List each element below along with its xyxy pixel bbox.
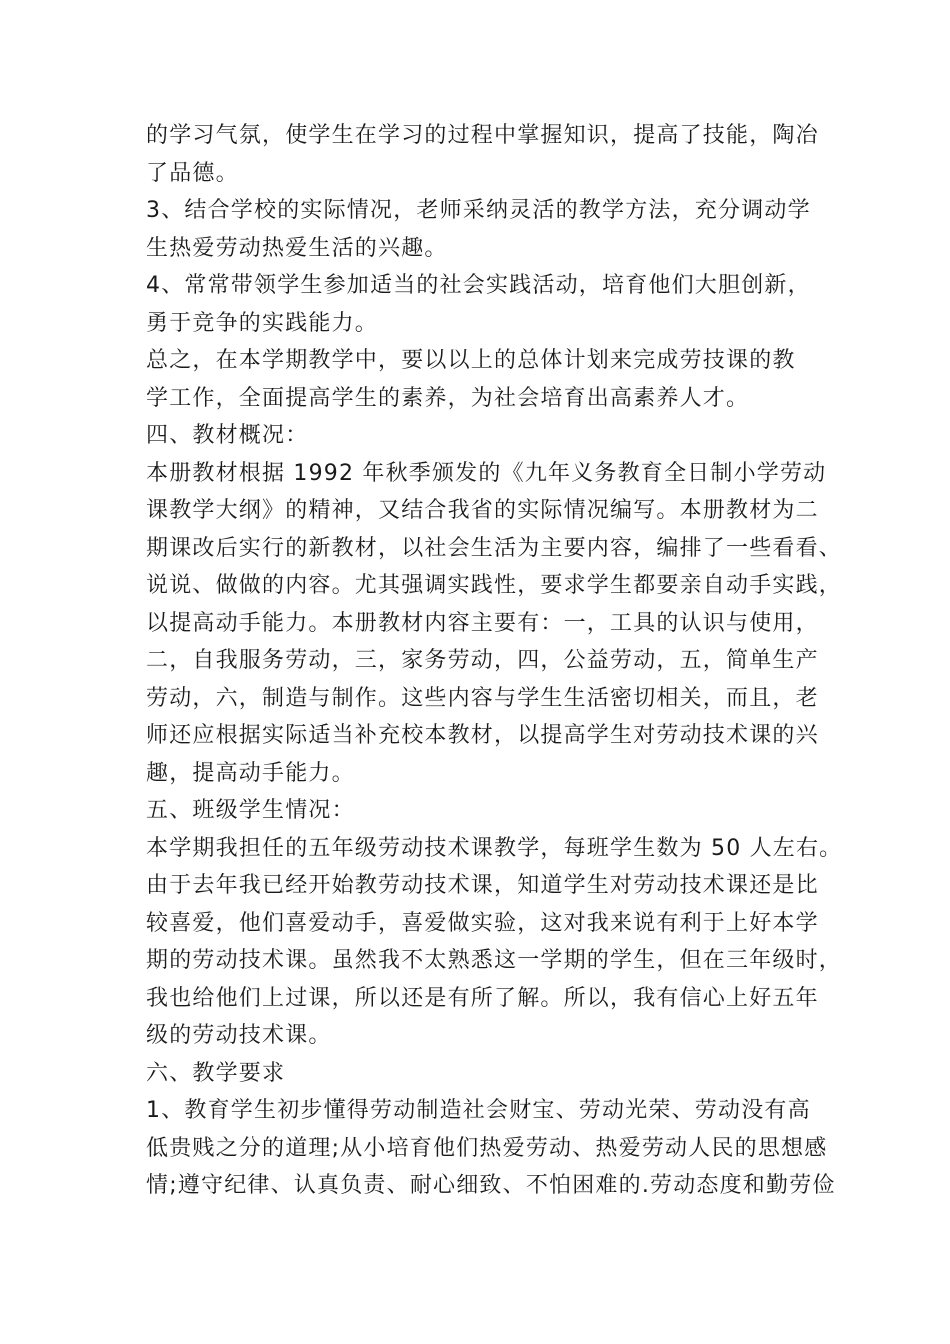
text-line: 较喜爱，他们喜爱动手，喜爱做实验，这对我来说有利于上好本学 — [146, 910, 819, 936]
text-line: 说说、做做的内容。尤其强调实践性，要求学生都要亲自动手实践， — [146, 573, 843, 598]
text-line: 课教学大纲》的精神，又结合我省的实际情况编写。本册教材为二 — [146, 498, 819, 523]
text-line: 勇于竞争的实践能力。 — [146, 310, 379, 336]
text-line: 期课改后实行的新教材，以社会生活为主要内容，编排了一些看看、 — [146, 535, 843, 561]
text-line: 1、教育学生初步懂得劳动制造社会财宝、劳动光荣、劳动没有高 — [146, 1098, 811, 1123]
section-heading: 五、班级学生情况： — [146, 798, 355, 823]
text-line: 本册教材根据 1992 年秋季颁发的《九年义务教育全日制小学劳动 — [146, 460, 827, 486]
text-line: 总之，在本学期教学中，要以以上的总体计划来完成劳技课的教 — [146, 348, 796, 373]
text-line: 3、结合学校的实际情况，老师采纳灵活的教学方法，充分调动学 — [146, 198, 811, 223]
text-line: 期的劳动技术课。虽然我不太熟悉这一学期的学生，但在三年级时， — [146, 948, 843, 973]
text-line: 生热爱劳动热爱生活的兴趣。 — [146, 235, 448, 261]
text-line: 了品德。 — [146, 160, 239, 186]
text-line: 低贵贱之分的道理;从小培育他们热爱劳动、热爱劳动人民的思想感 — [146, 1135, 828, 1161]
text-line: 级的劳动技术课。 — [146, 1023, 332, 1048]
text-line: 劳动，六，制造与制作。这些内容与学生生活密切相关，而且，老 — [146, 685, 819, 711]
text-line: 由于去年我已经开始教劳动技术课，知道学生对劳动技术课还是比 — [146, 873, 819, 898]
text-line: 情;遵守纪律、认真负责、耐心细致、不怕困难的.劳动态度和勤劳俭 — [146, 1173, 836, 1198]
text-line: 二，自我服务劳动，三，家务劳动，四，公益劳动，五，简单生产 — [146, 648, 819, 673]
document-body — [146, 117, 843, 1205]
text-line: 学工作，全面提高学生的素养，为社会培育出高素养人才。 — [146, 385, 750, 411]
text-line: 4、常常带领学生参加适当的社会实践活动，培育他们大胆创新， — [146, 273, 811, 298]
text-line: 趣，提高动手能力。 — [146, 760, 355, 786]
section-heading: 六、教学要求 — [146, 1060, 286, 1086]
text-line: 本学期我担任的五年级劳动技术课教学，每班学生数为 50 人左右。 — [146, 835, 843, 861]
text-line: 师还应根据实际适当补充校本教材，以提高学生对劳动技术课的兴 — [146, 723, 819, 748]
section-heading: 四、教材概况： — [146, 423, 309, 448]
text-line: 我也给他们上过课，所以还是有所了解。所以，我有信心上好五年 — [146, 985, 819, 1011]
text-line: 的学习气氛，使学生在学习的过程中掌握知识，提高了技能，陶冶 — [146, 123, 819, 148]
text-line: 以提高动手能力。本册教材内容主要有：一，工具的认识与使用， — [146, 610, 819, 636]
